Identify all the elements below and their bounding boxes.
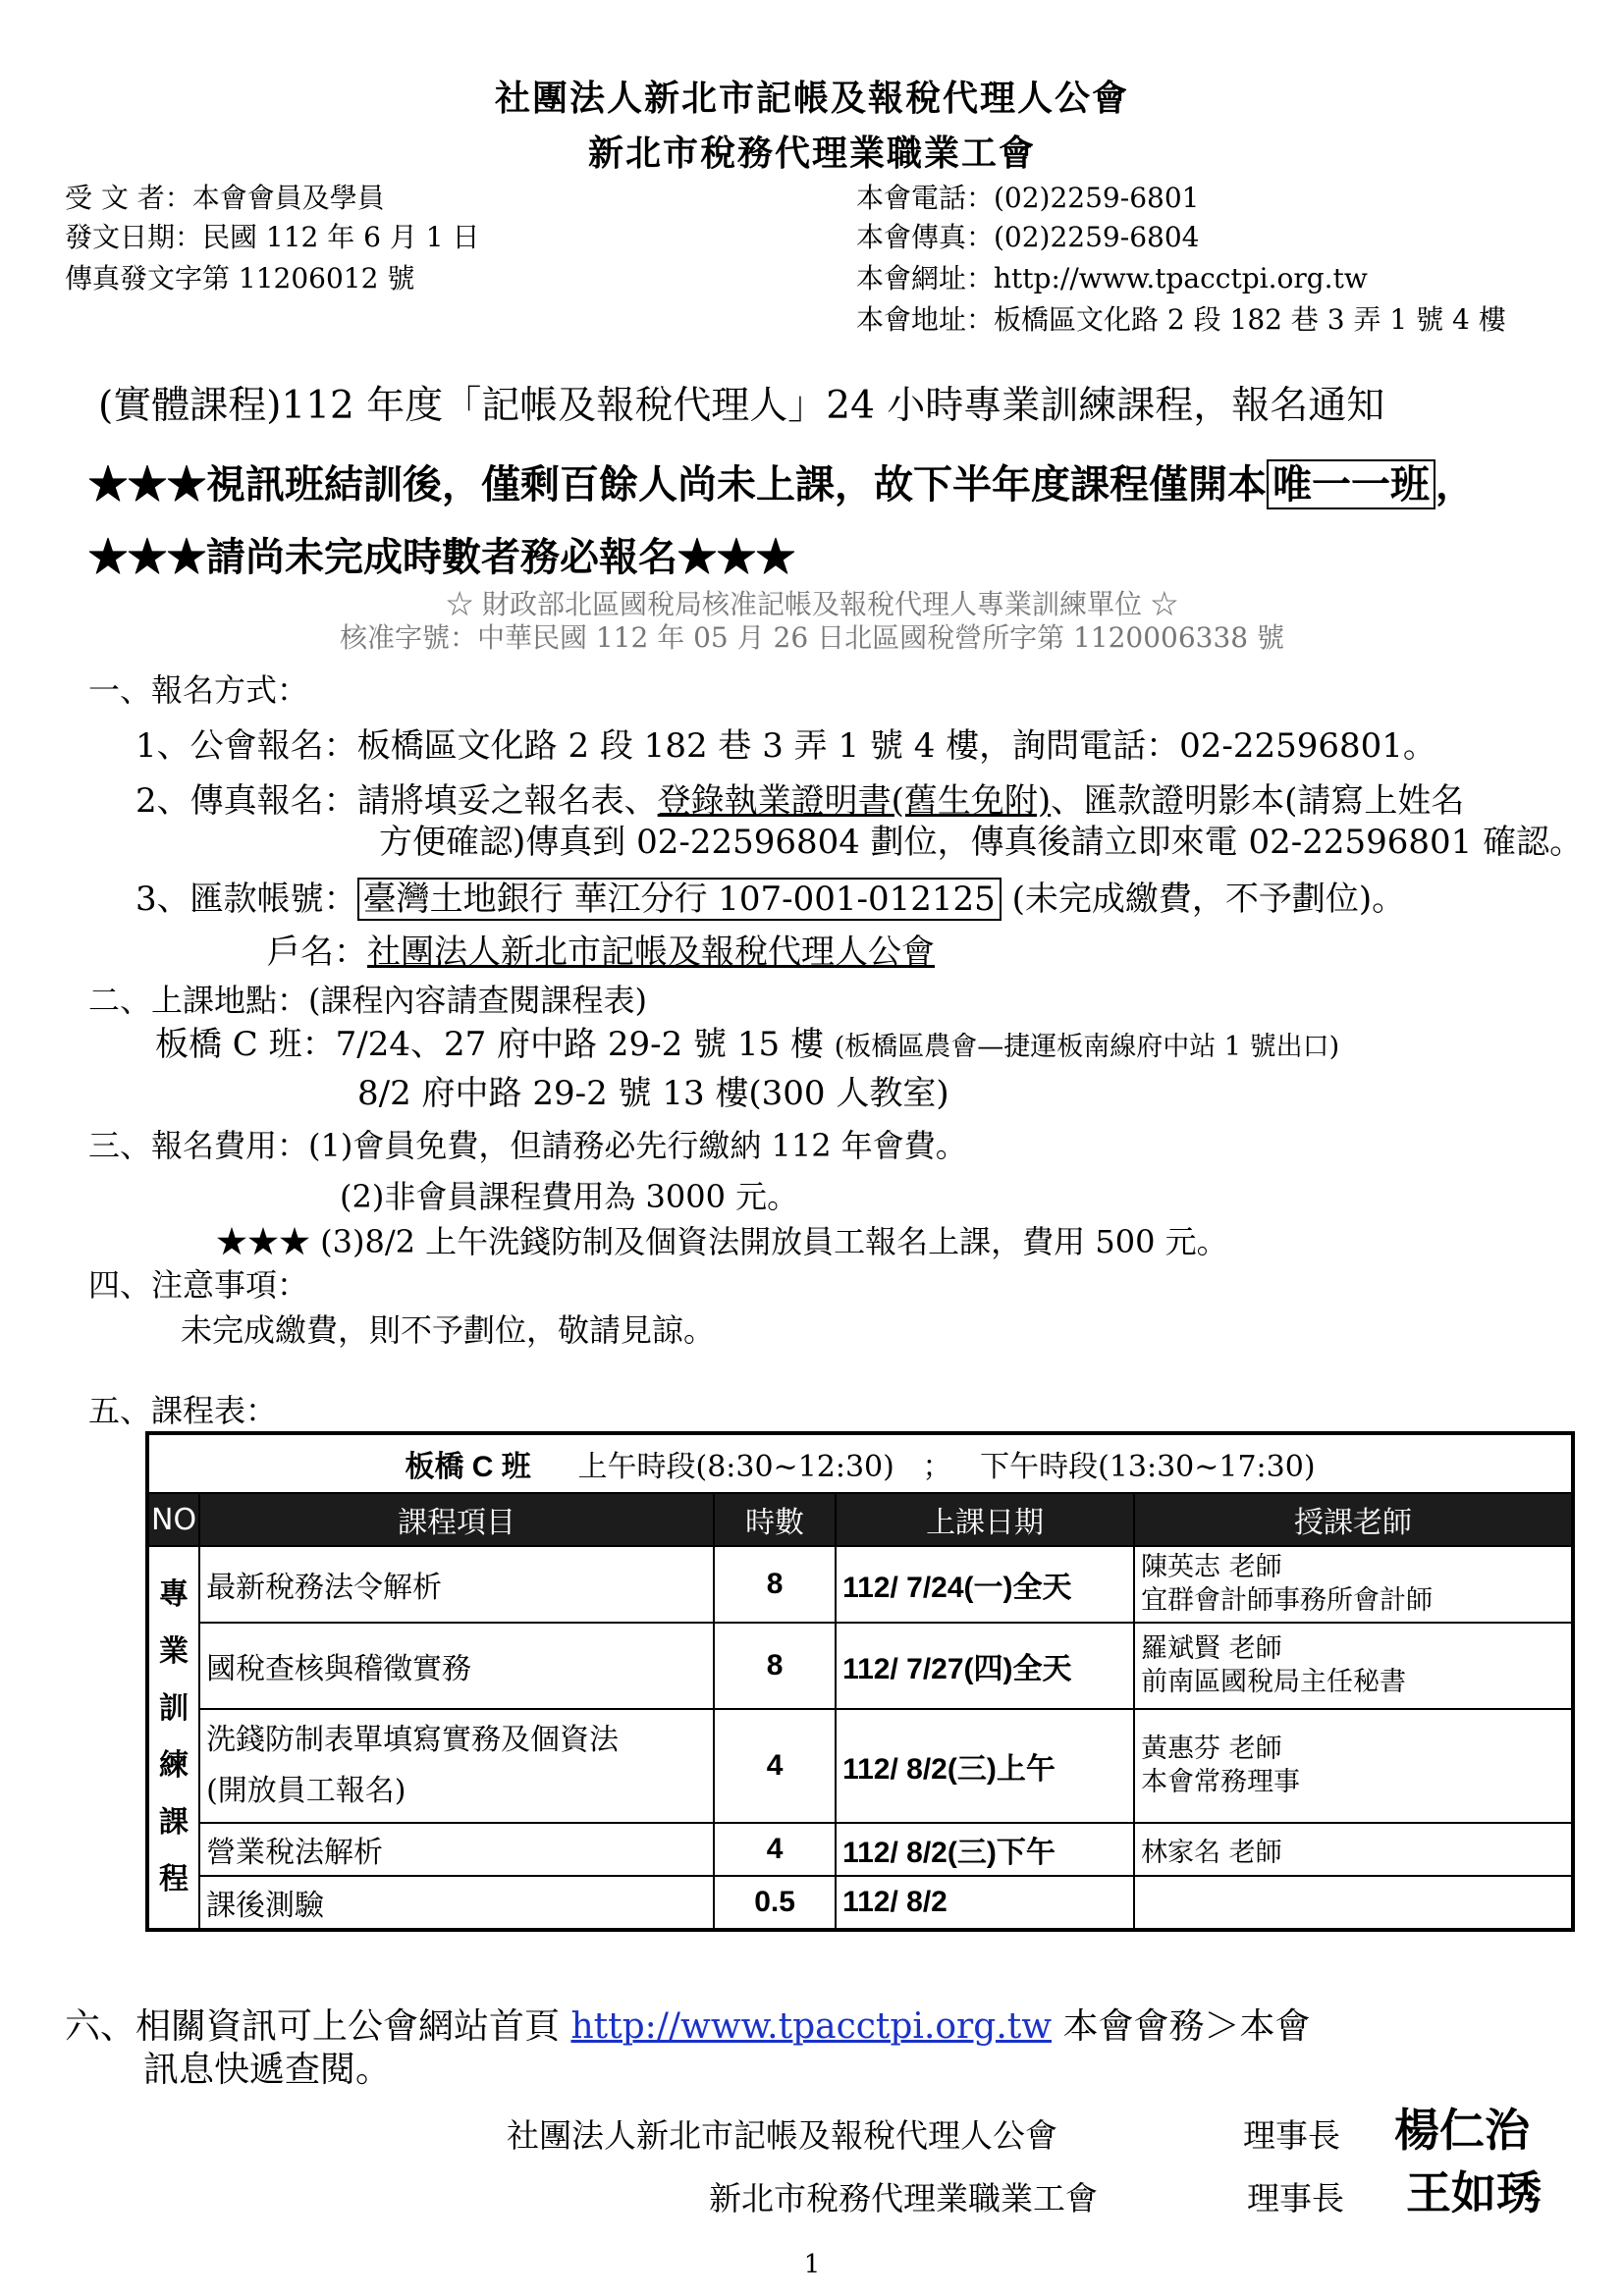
- teacher-title: 前南區國稅局主任秘書: [1141, 1667, 1407, 1697]
- section-1-title: 一、報名方式：: [88, 671, 309, 709]
- section-4-title: 四、注意事項：: [88, 1266, 309, 1304]
- course-name: 營業稅法解析: [199, 1823, 714, 1876]
- course-date: 112/ 7/24(一)全天: [836, 1546, 1134, 1623]
- course-date: 112/ 7/27(四)全天: [836, 1623, 1134, 1709]
- address: 本會地址：板橋區文化路 2 段 182 巷 3 弄 1 號 4 樓: [856, 303, 1506, 336]
- col-course: 課程項目: [199, 1493, 714, 1546]
- fee-employee: ★★★ (3)8/2 上午洗錢防制及個資法開放員工報名上課，費用 500 元。: [216, 1223, 1228, 1260]
- teacher-title: 宜群會計師事務所會計師: [1141, 1585, 1434, 1616]
- section-3-title: 三、報名費用：(1)會員免費，但請務必先行繳納 112 年會費。: [88, 1127, 967, 1164]
- bank-account-box: 臺灣土地銀行 華江分行 107-001-012125: [357, 878, 1001, 921]
- signup-union: 1、公會報名：板橋區文化路 2 段 182 巷 3 弄 1 號 4 樓，詢問電話：02-22596801。: [135, 726, 1436, 766]
- page-number: 1: [803, 2250, 821, 2279]
- course-hours: 8: [714, 1546, 836, 1623]
- course-name: 最新稅務法令解析: [199, 1546, 714, 1623]
- table-row: [147, 1546, 1573, 1623]
- approval-line-1: ☆ 財政部北區國稅局核准記帳及報稅代理人專業訓練單位 ☆: [446, 588, 1178, 620]
- course-date: 112/ 8/2: [836, 1876, 1134, 1930]
- fax: 本會傳真：(02)2259-6804: [856, 221, 1200, 253]
- course-hours: 8: [714, 1623, 836, 1709]
- vertical-label: [147, 1546, 199, 1930]
- class-location-text: 板橋 C 班：7/24、27 府中路 29-2 號 15 樓: [155, 1025, 824, 1064]
- table-row: [147, 1709, 1573, 1823]
- doc-number: 傳真發文字第 11206012 號: [65, 262, 415, 294]
- course-teacher: [1134, 1546, 1573, 1623]
- col-date: 上課日期: [836, 1493, 1134, 1546]
- license-certificate-note: 登錄執業證明書(舊生免附): [657, 781, 1052, 821]
- fee-non-member: (2)非會員課程費用為 3000 元。: [340, 1178, 799, 1215]
- notice-line-1: [88, 454, 1475, 509]
- vlabel-char: 課: [159, 1805, 189, 1840]
- vlabel-char: 業: [159, 1634, 189, 1669]
- website: 本會網址：http://www.tpacctpi.org.tw: [856, 262, 1368, 294]
- remittance-label: 3、匯款帳號：: [135, 880, 357, 919]
- teacher-name: 羅斌賢 老師: [1141, 1633, 1282, 1664]
- course-hours: 0.5: [714, 1876, 836, 1930]
- teacher-name: 陳英志 老師: [1141, 1552, 1282, 1582]
- chairman-signature-2: 王如琇: [1406, 2166, 1542, 2219]
- course-name-line-1: 洗錢防制表單填寫實務及個資法: [206, 1723, 620, 1757]
- course-date: 112/ 8/2(三)下午: [836, 1823, 1134, 1876]
- signup-fax-text: 2、傳真報名：請將填妥之報名表、: [135, 781, 658, 821]
- chairman-signature-1: 楊仁治: [1394, 2104, 1530, 2157]
- course-teacher: [1134, 1623, 1573, 1709]
- recipient: 受 文 者：本會會員及學員: [65, 182, 385, 214]
- signature-org-1: 社團法人新北市記帳及報稅代理人公會: [507, 2116, 1057, 2155]
- col-no: NO: [147, 1493, 199, 1546]
- course-name: 課後測驗: [199, 1876, 714, 1930]
- signature-title-1: 理事長: [1243, 2116, 1340, 2155]
- col-teacher: 授課老師: [1134, 1493, 1573, 1546]
- course-teacher: [1134, 1709, 1573, 1823]
- course-name-line-2: (開放員工報名): [206, 1774, 406, 1808]
- notice-text: ★★★視訊班結訓後，僅剩百餘人尚未上課，故下半年度課程僅開本: [88, 461, 1267, 507]
- vlabel-char: 程: [159, 1862, 189, 1896]
- signature-org-2: 新北市稅務代理業職業工會: [709, 2179, 1098, 2217]
- course-hours: 4: [714, 1709, 836, 1823]
- section-6-text: 六、相關資訊可上公會網站首頁: [65, 2006, 571, 2047]
- class-location-1: [155, 1017, 1339, 1065]
- section-6-line-2: 訊息快遞查閱。: [143, 2050, 392, 2090]
- course-name: [199, 1709, 714, 1823]
- schedule-separator: ；: [922, 1450, 952, 1484]
- signup-fax-line-2: 方便確認)傳真到 02-22596804 劃位，傳真後請立即來電 02-22596801 確認。: [379, 823, 1584, 862]
- phone: 本會電話：(02)2259-6801: [856, 182, 1200, 214]
- teacher-title: 本會常務理事: [1141, 1767, 1301, 1797]
- course-teacher: 林家名 老師: [1134, 1823, 1573, 1876]
- table-row: [147, 1876, 1573, 1930]
- course-schedule-table: [145, 1431, 1575, 1932]
- vlabel-char: 訓: [159, 1691, 189, 1726]
- teacher-name: 黃惠芬 老師: [1141, 1734, 1282, 1764]
- announcement-heading: (實體課程)112 年度「記帳及報稅代理人」24 小時專業訓練課程，報名通知: [98, 384, 1385, 428]
- course-teacher: [1134, 1876, 1573, 1930]
- notice-comma: ，: [1435, 461, 1475, 507]
- issue-date: 發文日期：民國 112 年 6 月 1 日: [65, 221, 480, 253]
- signature-title-2: 理事長: [1247, 2179, 1344, 2217]
- table-row: [147, 1623, 1573, 1709]
- account-name-label: 戶名：: [267, 933, 367, 972]
- account-name-value: 社團法人新北市記帳及報稅代理人公會: [367, 933, 935, 972]
- section-6-text-2: 本會會務＞本會: [1052, 2006, 1311, 2047]
- schedule-class: 板橋 C 班: [405, 1451, 531, 1483]
- website-link[interactable]: http://www.tpacctpi.org.tw: [570, 2006, 1053, 2047]
- only-one-class-box: 唯一一班: [1267, 459, 1435, 509]
- approval-line-2: 核准字號：中華民國 112 年 05 月 26 日北區國稅營所字第 1120006338 號: [339, 621, 1285, 654]
- course-hours: 4: [714, 1823, 836, 1876]
- schedule-title: [147, 1433, 1573, 1493]
- schedule-am: 上午時段(8:30~12:30): [577, 1450, 894, 1484]
- section-5-title: 五、課程表：: [88, 1392, 278, 1429]
- course-name: 國稅查核與稽徵實務: [199, 1623, 714, 1709]
- schedule-header-row: [147, 1493, 1573, 1546]
- schedule-pm: 下午時段(13:30~17:30): [980, 1450, 1316, 1484]
- course-date: 112/ 8/2(三)上午: [836, 1709, 1134, 1823]
- vlabel-char: 練: [159, 1748, 189, 1783]
- class-location-2: 8/2 府中路 29-2 號 13 樓(300 人教室): [357, 1074, 949, 1113]
- remittance-account: [135, 872, 1405, 920]
- remittance-note: (未完成繳費，不予劃位)。: [1001, 880, 1406, 919]
- section-2-title: 二、上課地點：(課程內容請查閱課程表): [88, 982, 647, 1019]
- org-title-1: 社團法人新北市記帳及報稅代理人公會: [494, 78, 1129, 119]
- notice-line-2: ★★★請尚未完成時數者務必報名★★★: [88, 534, 795, 580]
- table-row: [147, 1823, 1573, 1876]
- notice-payment: 未完成繳費，則不予劃位，敬請見諒。: [181, 1311, 716, 1349]
- location-transit-note: (板橋區農會—捷運板南線府中站 1 號出口): [834, 1032, 1340, 1062]
- account-name: [267, 925, 935, 973]
- col-hours: 時數: [714, 1493, 836, 1546]
- signup-fax-text-2: 、匯款證明影本(請寫上姓名: [1051, 781, 1465, 821]
- vlabel-char: 專: [159, 1577, 189, 1612]
- schedule-title-row: [147, 1433, 1573, 1493]
- org-title-2: 新北市稅務代理業職業工會: [587, 133, 1036, 174]
